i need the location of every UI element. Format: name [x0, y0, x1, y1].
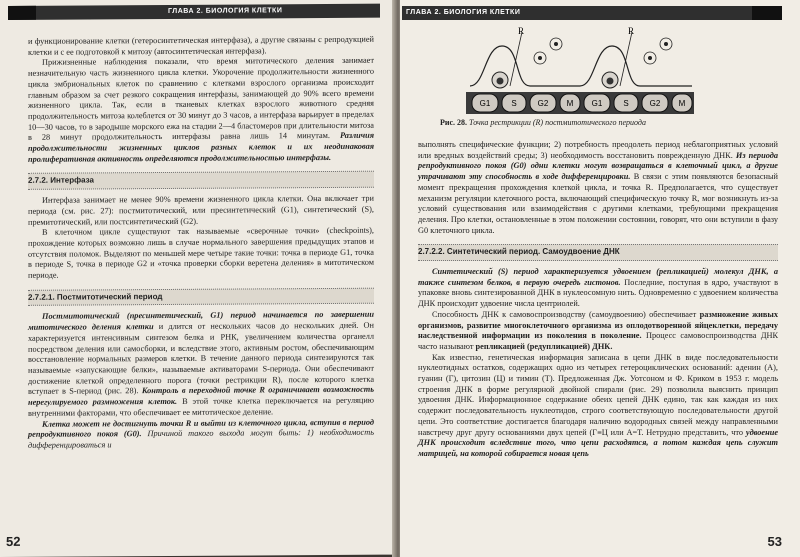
self-replication-paragraph: [418, 310, 778, 353]
g1-emphasis-2: Контроль в переходной точке R ограничивает возможность нерегулируемого размножения клеток.: [28, 385, 374, 407]
restriction-label-1: R: [518, 26, 525, 36]
figure-caption-text: Точка рестрикции (R) постмитотического периода: [469, 118, 646, 127]
continuation-text: выполнять специфические функции; 2) потребность преодолеть период неблагоприятных условий или вредных воздействий среды; 3) необходимость восстановить поврежденную ДНК.: [418, 140, 778, 160]
self-replication-end: Процесс самовоспроизводства ДНК часто называют: [418, 331, 779, 351]
restriction-point-figure: [460, 24, 700, 116]
continuation-paragraph: [418, 140, 778, 236]
genetic-info-text: Как известно, генетическая информация записана в цепи ДНК в виде последовательности нуклеотидных остатков, содержащих одно из четырех гетероциклических оснований: аденин (А), гуанин (Г), цитозин (Ц) и тимин (Т). Предложенная Дж. Уотсоном и Ф. Криком в 1953 г. модель строения ДНК в форме регулярной двойной спирали (рис. 29) позволила выяснить принцип удвоения ДНК. Информационное содержание обеих цепей ДНК едино, так как каждая из них содержит последовательность нуклеотидов, строго соответствующую последовательности другой цепи. Это соответствие достигается благодаря наличию водородных связей между направленными навстречу друг другу основаниями двух цепей (Г≡Ц или А=Т. Нетрудно представить, что: [418, 352, 778, 437]
phase-bar: [466, 92, 694, 114]
figure-caption-label: Рис. 28.: [440, 118, 468, 127]
g0-paragraph: [28, 417, 374, 451]
right-text-column: [418, 140, 778, 460]
phase-label: G1: [479, 99, 491, 108]
paragraph-1-text: Прижизненные наблюдения показали, что время митотического деления занимает незначительную часть жизненного цикла клетки. Укорочение продолжительности жизненного цикла эмбриональных клеток по сравнению с клетками взрослого организма происходит главным образом за счет резкого сокращения интерфазы, занимающей до 90% всего времени жизненного цикла. Так, если в тканевых клетках взрослого животного средняя продолжительность митоза колеблется от 30 минут до 3 часов, а интерфаза варьирует в пределах 10—30 часов, то в зародыше морского ежа на стадии 2—4 бластомеров при длительности митоза в 28 минут продолжительность интерфазы равна лишь 14 минутам.: [28, 56, 374, 143]
g1-text-2: В этой точке клетка переключается на регуляцию внутренними факторами, что обеспечивает ее митотическое деление.: [28, 395, 374, 418]
right-page: [400, 0, 800, 557]
restriction-label-2: R: [628, 26, 635, 36]
left-page: [0, 0, 396, 557]
g1-paragraph: [28, 310, 374, 419]
s-period-paragraph: [418, 267, 778, 310]
interphase-paragraph: Интерфаза занимает не менее 90% времени жизненного цикла клетки. Она включает три периода (см. рис. 27): постмитотический, или пресинтетический (G1), синтетический (S), премитотический, или постсинтетический (G2).: [28, 193, 374, 227]
section-heading-synthetic: 2.7.2.2. Синтетический период. Самоудвоение ДНК: [418, 244, 778, 261]
g1-text: и длится от нескольких часов до нескольких дней. Он характеризуется интенсивным синтезом белка и РНК, увеличением количества органелл посредством деления или самосборки, и вследствие этого, активным ростом, обеспечивающим восстановление нормальных размеров клетки. В течение данного периода синтезируются так называемые «запускающие белки», называемые активаторами S-периода. Они обеспечивают достижение клеткой определенного порога (точки рестрикции R), после которого клетка вступает в S-период (рис. 28).: [28, 320, 374, 397]
checkpoints-paragraph: В клеточном цикле существуют так называемые «сверочные точки» (checkpoints), прохождение которых возможно лишь в случае нормального завершения предыдущих этапов и отсутствия поломок. Выделяют по меньшей мере четыре такие точки: точка в периоде G1, точка в периоде S, точка в периоде G2 и «точка проверки сборки веретена деления» в митотическом периоде.: [28, 225, 374, 280]
cycle-curve: [470, 32, 692, 88]
continuation-text-2: В связи с этим появляются безопасный момент прекращения прохождения клеткой цикла, и точка R. Предполагается, что существует механизм регуляции клеточного роста, включающий специфическую точку R, мог возникнуть из-за условий существования или взаимодействия с другими клетками, требующими прекращения деления. Про клетки, остановленные в этом положении состоянии, говорят, что они вступили в фазу G0 клеточного цикла.: [418, 172, 778, 235]
g0-emphasis: Клетка может не достигнуть точки R и выйти из клеточного цикла, вступив в период репродуктивного покоя (G0).: [28, 417, 374, 440]
self-replication-emphasis: размножение живых организмов, развитие многоклеточного организма из оплодотворенной яйцеклетки, передачу наследственной информации из поколения в поколение.: [418, 309, 778, 341]
genetic-info-emphasis: удвоение ДНК происходит вследствие того, что цепи расходятся, а потом каждая цепь служит матрицей, на которой собирается новая цепь: [418, 427, 779, 458]
phase-label: G2: [649, 99, 661, 108]
left-text-column: [28, 35, 374, 452]
phase-label: M: [678, 99, 686, 108]
phase-label: S: [511, 99, 517, 108]
g1-emphasis: Постмитотический (пресинтетический, G1) период начинается по завершении митотического деления клетки: [28, 310, 374, 333]
continuation-emphasis: Из периода репродуктивного покоя (G0) одни клетки могут возвращаться в клеточный цикл, а другие утрачивают эту способность в ходе дифференцировки.: [418, 150, 778, 182]
self-replication-term: репликацией (редупликацией) ДНК.: [475, 341, 613, 351]
phase-label: G2: [537, 99, 549, 108]
g0-text: Причиной такого выхода могут быть: 1) необходимость дифференцироваться и: [28, 427, 374, 450]
section-heading-postmitotic: 2.7.2.1. Постмитотический период: [28, 287, 374, 306]
paragraph-1: [28, 56, 374, 165]
left-running-header: [8, 4, 380, 20]
section-heading-interphase: 2.7.2. Интерфаза: [28, 171, 374, 190]
right-header-text: ГЛАВА 2. БИОЛОГИЯ КЛЕТКИ: [406, 9, 521, 16]
phase-label: G1: [591, 99, 603, 108]
left-page-number: 52: [6, 533, 21, 549]
intro-paragraph: и функционирование клетки (гетеросинтетическая интерфаза), а другие связаны с репродукцией клетки и с ее подготовкой к митозу (автосинтетическая интерфаза).: [28, 34, 374, 57]
paragraph-1-emphasis: Различия продолжительности жизненных циклов разных клеток и их неодинаковая пролиферативная активность определяются продолжительностью интерфазы.: [28, 131, 375, 164]
phase-label: M: [566, 99, 574, 108]
right-running-header: [402, 6, 782, 20]
s-period-text: Последние, поступая в ядро, участвуют в упаковке вновь синтезированной ДНК в нуклеосомную нить. Одновременно с удвоением количества ДНК происходит удвоение числа центриолей.: [418, 277, 779, 309]
figure-caption: [440, 118, 780, 127]
right-page-number: 53: [767, 534, 782, 549]
header-tab-right: [752, 6, 782, 20]
self-replication-intro: Способность ДНК к самовоспроизводству (самоудвоению) обеспечивает: [432, 309, 697, 319]
s-period-emphasis: Синтетический (S) период характеризуется удвоением (репликацией) молекул ДНК, а также синтезом белков, в первую очередь гистонов.: [418, 267, 778, 287]
phase-label: S: [623, 99, 629, 108]
header-tab: [8, 6, 36, 20]
genetic-info-paragraph: [418, 353, 778, 460]
left-header-text: ГЛАВА 2. БИОЛОГИЯ КЛЕТКИ: [168, 7, 283, 15]
